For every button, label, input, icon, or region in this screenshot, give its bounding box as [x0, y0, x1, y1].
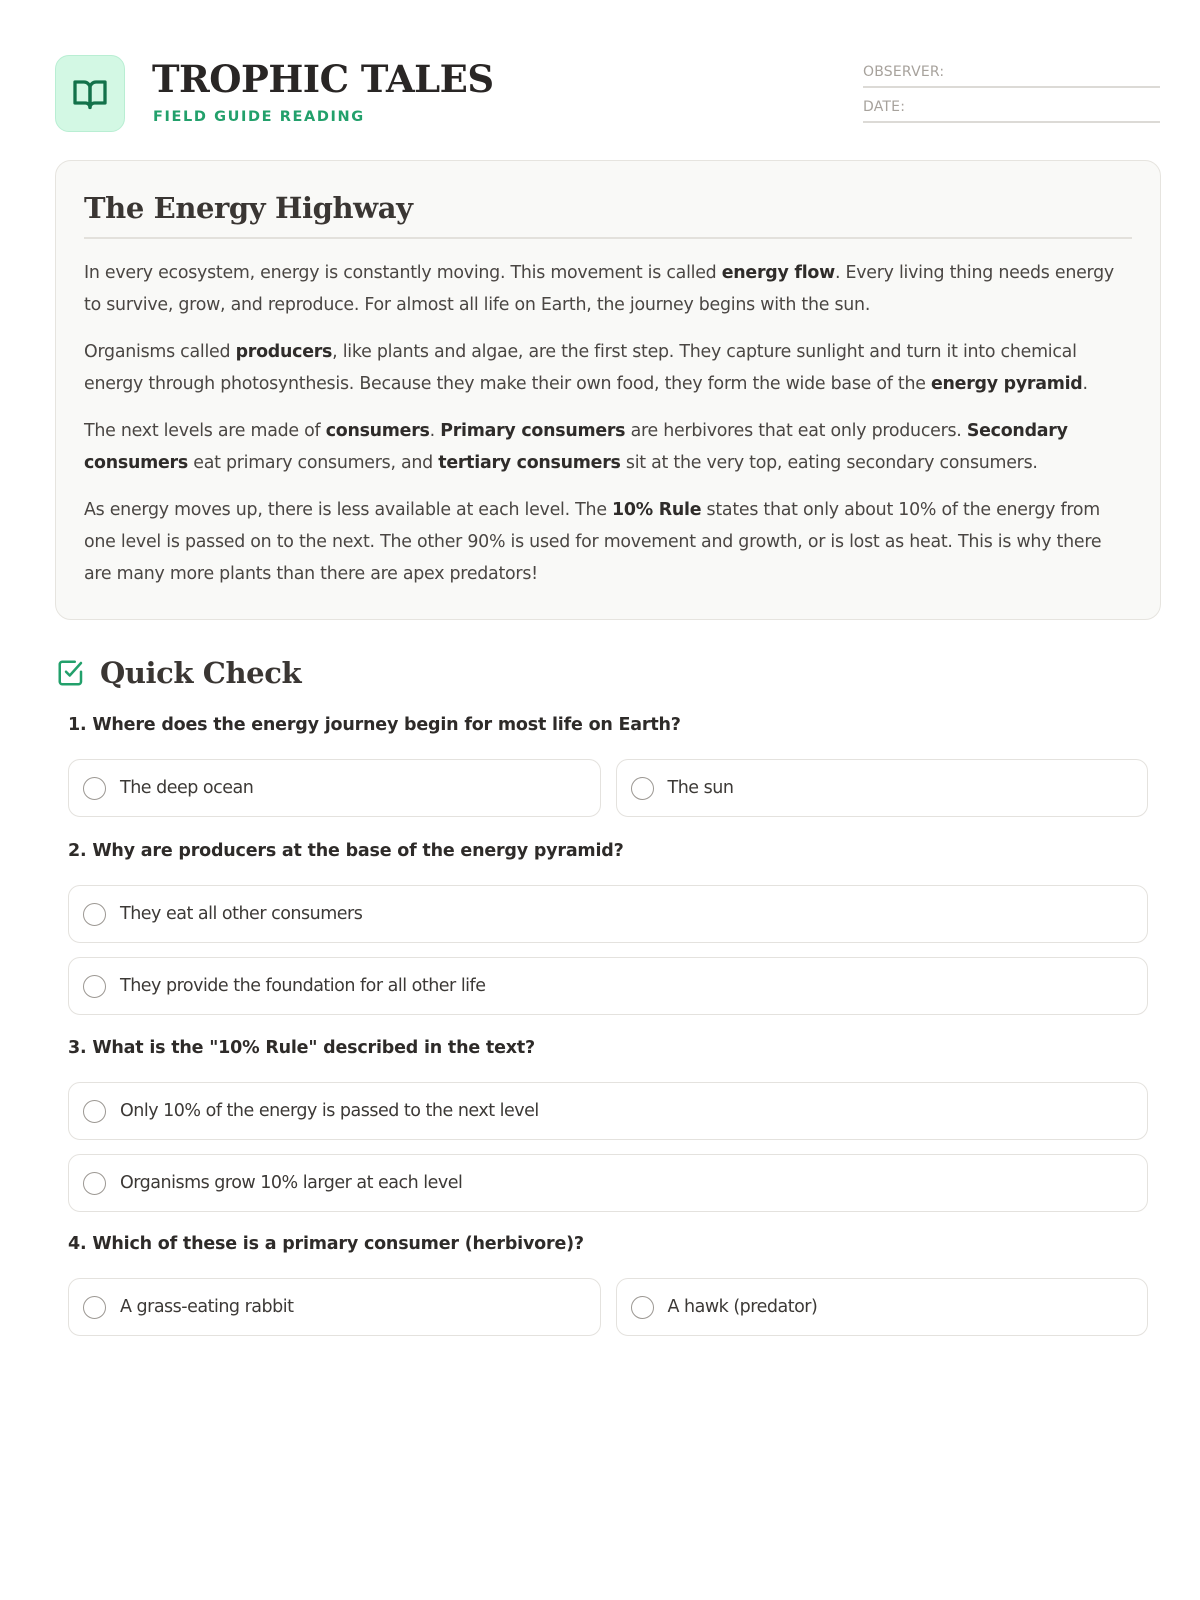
reading-paragraph	[84, 415, 1132, 479]
date-input[interactable]	[905, 97, 1160, 115]
text-run: , like plants and algae, are the first step. They capture sunlight and turn it into chemical energy through photosynthesis. Because they make their own food, they form the wide base of the	[84, 342, 1077, 394]
logo-badge	[55, 55, 125, 132]
radio-button[interactable]	[83, 777, 106, 800]
text-run: The next levels are made of	[84, 421, 326, 441]
reading-paragraph	[84, 336, 1132, 400]
text-run: .	[1082, 374, 1088, 394]
observer-date-fields	[863, 53, 1160, 123]
text-run: .	[429, 421, 441, 441]
key-term: tertiary consumers	[438, 453, 621, 473]
key-term: 10% Rule	[612, 500, 702, 520]
date-field[interactable]	[863, 88, 1160, 123]
radio-button[interactable]	[631, 777, 654, 800]
answer-options	[68, 759, 1148, 817]
answer-option[interactable]	[68, 759, 601, 817]
checkbox-checked-icon	[56, 658, 86, 688]
reading-passage-card	[55, 160, 1161, 620]
question-2	[68, 841, 1148, 1015]
text-run: sit at the very top, eating secondary consumers.	[620, 453, 1038, 473]
reading-body	[84, 257, 1132, 590]
quick-check-title: Quick Check	[100, 656, 302, 690]
observer-input[interactable]	[944, 62, 1160, 80]
answer-label: A grass-eating rabbit	[120, 1297, 294, 1317]
answer-option[interactable]	[616, 759, 1149, 817]
answer-label: A hawk (predator)	[667, 1297, 818, 1317]
text-run: are herbivores that eat only producers.	[625, 421, 967, 441]
radio-button[interactable]	[83, 1296, 106, 1319]
answer-label: They provide the foundation for all other life	[120, 976, 486, 996]
question-3	[68, 1038, 1148, 1212]
answer-label: The sun	[667, 778, 734, 798]
observer-field[interactable]	[863, 53, 1160, 88]
text-run: In every ecosystem, energy is constantly moving. This movement is called	[84, 263, 722, 283]
question-text: 3. What is the "10% Rule" described in the text?	[68, 1038, 535, 1058]
question-text: 2. Why are producers at the base of the energy pyramid?	[68, 841, 624, 861]
answer-label: Organisms grow 10% larger at each level	[120, 1173, 463, 1193]
observer-label: OBSERVER:	[863, 64, 945, 80]
text-run: . Every living thing needs energy to survive, grow, and reproduce. For almost all life on Earth, the journey begins with the sun.	[84, 263, 1114, 315]
brand-subtitle: FIELD GUIDE READING	[153, 109, 365, 125]
answer-options	[68, 1082, 1148, 1212]
key-term: consumers	[325, 421, 430, 441]
key-term: energy flow	[721, 263, 835, 283]
answer-options	[68, 885, 1148, 1015]
answer-option[interactable]	[68, 1154, 1148, 1212]
text-run: As energy moves up, there is less available at each level. The	[84, 500, 613, 520]
reading-paragraph	[84, 257, 1132, 321]
answer-option[interactable]	[68, 885, 1148, 943]
radio-button[interactable]	[631, 1296, 654, 1319]
radio-button[interactable]	[83, 903, 106, 926]
text-run: eat primary consumers, and	[187, 453, 439, 473]
answer-option[interactable]	[68, 1278, 601, 1336]
key-term: Secondary consumers	[84, 421, 1068, 473]
answer-options	[68, 1278, 1148, 1336]
key-term: Primary consumers	[440, 421, 626, 441]
question-4	[68, 1234, 1148, 1336]
answer-option[interactable]	[68, 957, 1148, 1015]
question-1	[68, 715, 1148, 817]
answer-option[interactable]	[68, 1082, 1148, 1140]
key-term: energy pyramid	[930, 374, 1083, 394]
reading-title: The Energy Highway	[84, 191, 1132, 239]
question-text: 1. Where does the energy journey begin for most life on Earth?	[68, 715, 681, 735]
answer-label: Only 10% of the energy is passed to the next level	[120, 1101, 539, 1121]
radio-button[interactable]	[83, 1172, 106, 1195]
answer-option[interactable]	[616, 1278, 1149, 1336]
question-text: 4. Which of these is a primary consumer (herbivore)?	[68, 1234, 584, 1254]
radio-button[interactable]	[83, 1100, 106, 1123]
reading-paragraph	[84, 494, 1132, 590]
open-book-icon	[72, 76, 108, 112]
radio-button[interactable]	[83, 975, 106, 998]
text-run: states that only about 10% of the energy from one level is passed on to the next. The other 90% is used for movement and growth, or is lost as heat. This is why there are many more plants than there are apex predators!	[84, 500, 1102, 584]
brand-title: TROPHIC TALES	[152, 57, 494, 101]
quick-check-header	[56, 653, 301, 693]
date-label: DATE:	[863, 99, 906, 115]
text-run: Organisms called	[84, 342, 236, 362]
answer-label: They eat all other consumers	[120, 904, 363, 924]
answer-label: The deep ocean	[120, 778, 254, 798]
key-term: producers	[235, 342, 333, 362]
